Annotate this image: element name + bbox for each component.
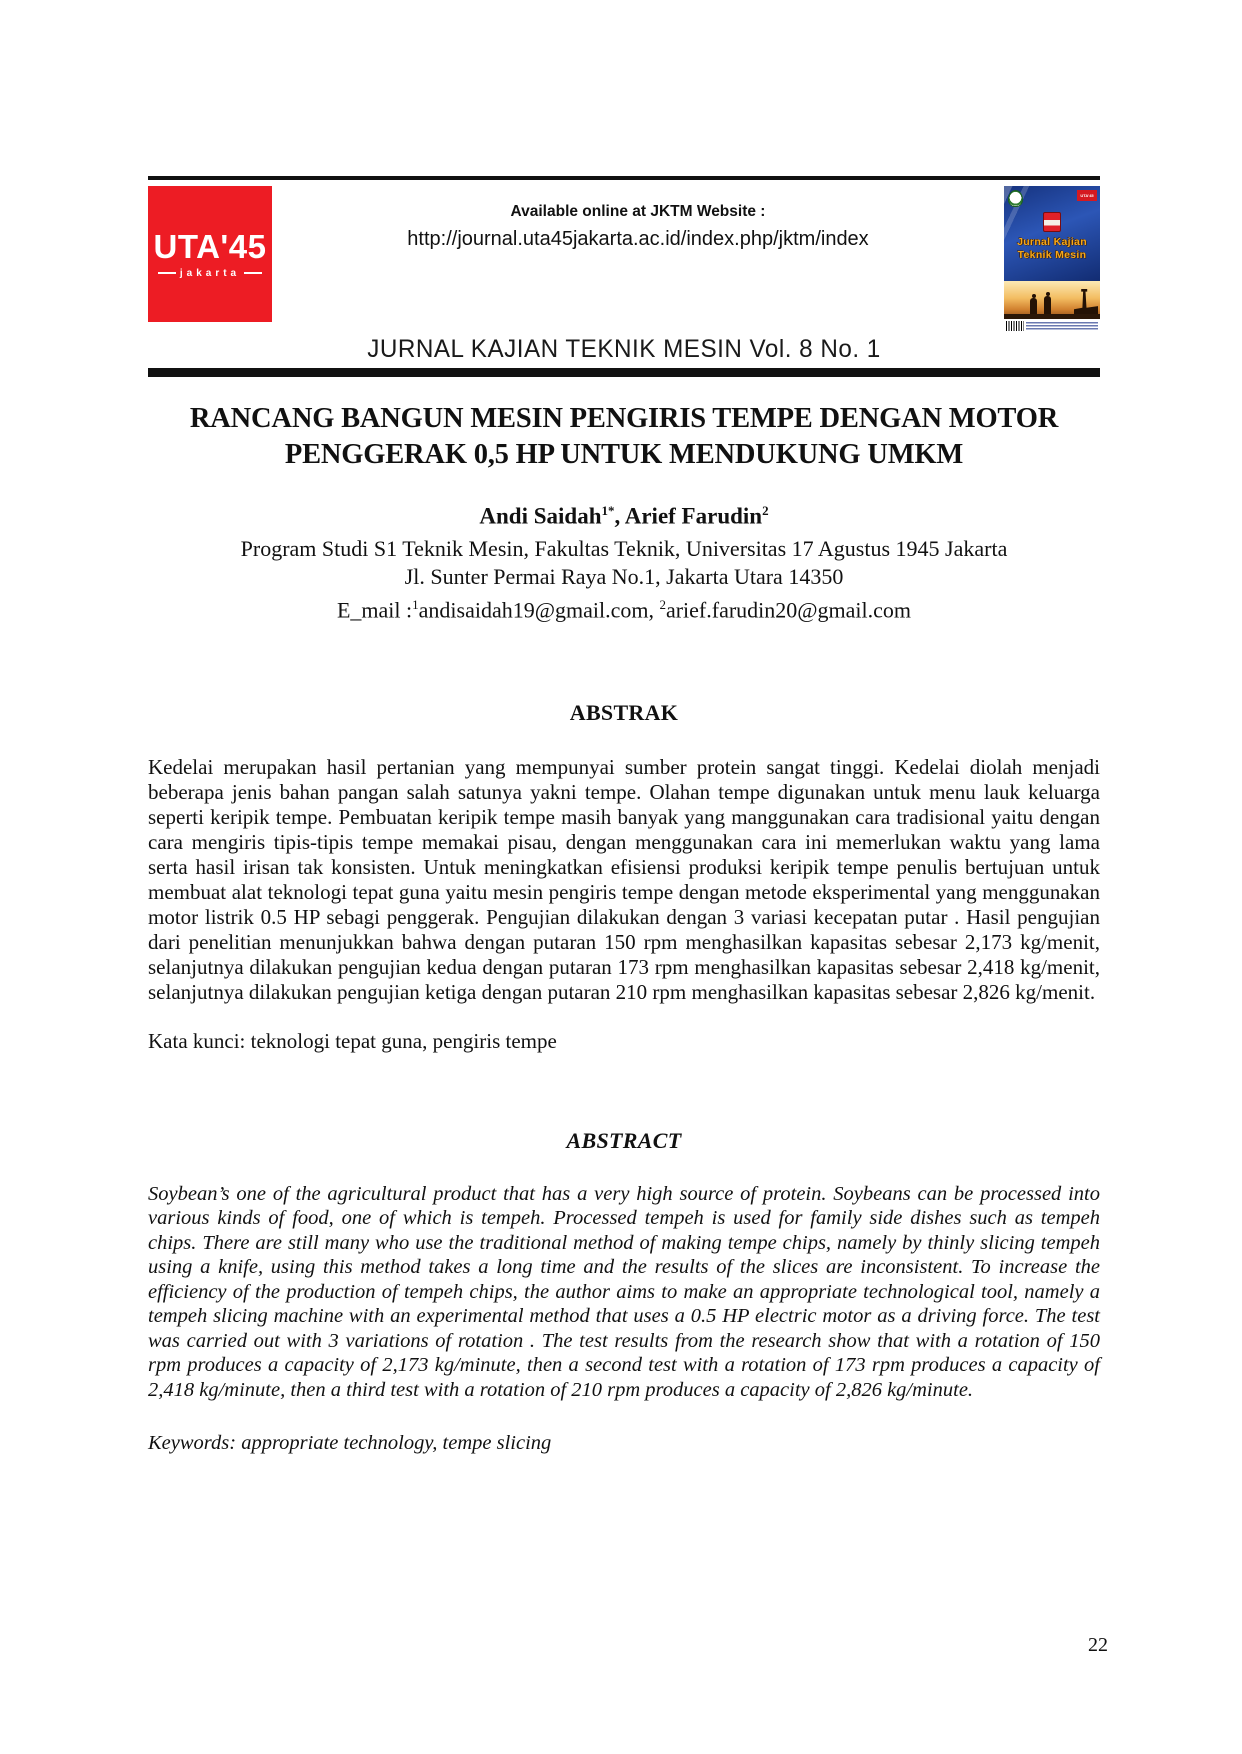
email-address-2: arief.farudin20@gmail.com	[665, 596, 912, 622]
journal-header	[148, 176, 1100, 377]
author-1-name: Andi Saidah	[479, 503, 602, 529]
cover-journal-title	[1004, 236, 1100, 262]
available-online-label: Available online at JKTM Website :	[510, 203, 766, 220]
email-1-superscript: 1	[412, 596, 419, 612]
journal-url: http://journal.uta45jakarta.ac.id/index.php/jktm/index	[407, 228, 869, 250]
cover-title-line2: Teknik Mesin	[1017, 249, 1087, 262]
cover-title-line1: Jurnal Kajian	[1017, 236, 1087, 248]
cover-emblem-icon	[1043, 212, 1061, 232]
header-row	[148, 185, 1100, 332]
abstrak-paragraph: Kedelai merupakan hasil pertanian yang mempunyai sumber protein sangat tinggi. Kedelai diolah menjadi beberapa jenis bahan pangan salah satunya yakni tempe. Olahan tempe digunakan untuk menu lauk keluarga seperti keripik tempe. Pembuatan keripik tempe masih banyak yang manggunakan cara tradisional yaitu dengan cara mengiris tipis-tipis tempe memakai pisau, dengan menggunakan cara ini memerlukan waktu yang lama serta hasil irisan tak konsisten. Untuk meningkatkan efisiensi produksi keripik tempe penulis bertujuan untuk membuat alat teknologi tepat guna yaitu mesin pengiris tempe dengan metode eksperimental yang menggunakan motor listrik 0.5 HP sebagi penggerak. Pengujian dilakukan dengan 3 variasi kecepatan putar . Hasil pengujian dari penelitian menunjukkan bahwa dengan putaran 150 rpm menghasilkan kapasitas sebesar 2,173 kg/menit, selanjutnya dilakukan pengujian kedua dengan putaran 173 rpm menghasilkan kapasitas sebesar 2,418 kg/menit, selanjutnya dilakukan pengujian ketiga dengan putaran 210 rpm menghasilkan kapasitas sebesar 2,826 kg/menit.	[148, 754, 1100, 1004]
email-line	[148, 591, 1100, 624]
uta45-logo-city: jakarta	[179, 267, 241, 279]
article-title	[148, 401, 1100, 473]
oil-rig-silhouette-icon	[1074, 289, 1098, 315]
journal-volume-line: JURNAL KAJIAN TEKNIK MESIN Vol. 8 No. 1	[367, 335, 881, 363]
article-body	[148, 401, 1100, 1455]
uta45-logo-subtitle	[158, 268, 262, 279]
page-content	[148, 0, 1100, 1455]
uta45-logo-text: UTA'45	[153, 227, 267, 265]
worker-silhouette-icon	[1044, 296, 1051, 315]
cover-uta45-badge: UTA'45	[1077, 190, 1097, 201]
cover-sunset-art	[1004, 281, 1100, 319]
header-center-block	[272, 185, 1004, 332]
page-number: 22	[1088, 1634, 1108, 1656]
author-2-name: Arief Farudin	[624, 503, 763, 529]
author-2-superscript: 2	[762, 503, 769, 518]
affiliation-line: Program Studi S1 Teknik Mesin, Fakultas Teknik, Universitas 17 Agustus 1945 Jakarta	[240, 535, 1008, 561]
university-crest-icon	[1008, 190, 1023, 207]
abstrak-heading: ABSTRAK	[569, 699, 679, 725]
authors-line	[148, 503, 1100, 530]
author-1-superscript: 1*	[601, 503, 615, 518]
cover-micro-text-lines	[1026, 322, 1098, 330]
header-top-rule	[148, 176, 1100, 180]
cover-top-art	[1004, 186, 1100, 281]
article-title-line1: RANCANG BANGUN MESIN PENGIRIS TEMPE DENGAN MOTOR	[189, 403, 1059, 434]
email-2-superscript: 2	[659, 596, 666, 612]
barcode-icon	[1006, 321, 1024, 331]
header-bottom-rule	[148, 368, 1100, 377]
authors-separator: ,	[614, 503, 625, 529]
keywords-line: Keywords: appropriate technology, tempe slicing	[148, 1432, 552, 1455]
kata-kunci-line: Kata kunci: teknologi tepat guna, pengiris tempe	[148, 1028, 557, 1053]
logo-dash-right	[244, 272, 262, 274]
cover-barcode-strip	[1004, 319, 1100, 333]
article-title-line2: PENGGERAK 0,5 HP UNTUK MENDUKUNG UMKM	[284, 439, 964, 470]
address-line: Jl. Sunter Permai Raya No.1, Jakarta Utara 14350	[404, 563, 844, 589]
logo-dash-left	[158, 272, 176, 274]
abstract-heading: ABSTRACT	[566, 1127, 682, 1153]
email-address-1: andisaidah19@gmail.com,	[418, 596, 660, 622]
email-prefix: E_mail :	[336, 596, 413, 622]
worker-silhouette-icon	[1030, 298, 1037, 315]
uta45-logo	[148, 186, 272, 322]
journal-cover-thumbnail	[1004, 186, 1100, 333]
abstract-paragraph: Soybean’s one of the agricultural product that has a very high source of protein. Soybeans can be processed into various kinds of food, one of which is tempeh. Processed tempeh is used for family side dishes such as tempeh chips. There are still many who use the traditional method of making tempe chips, namely by thinly slicing tempeh using a knife, using this method takes a long time and the results of the slices are inconsistent. To increase the efficiency of the production of tempeh chips, the author aims to make an appropriate technological tool, namely a tempeh slicing machine with an experimental method that uses a 0.5 HP electric motor as a driving force. The test was carried out with 3 variations of rotation . The test results from the research show that with a rotation of 150 rpm produces a capacity of 2,173 kg/minute, then a second test with a rotation of 173 rpm produces a capacity of 2,418 kg/minute, then a third test with a rotation of 210 rpm produces a capacity of 2,826 kg/minute.	[148, 1182, 1100, 1401]
